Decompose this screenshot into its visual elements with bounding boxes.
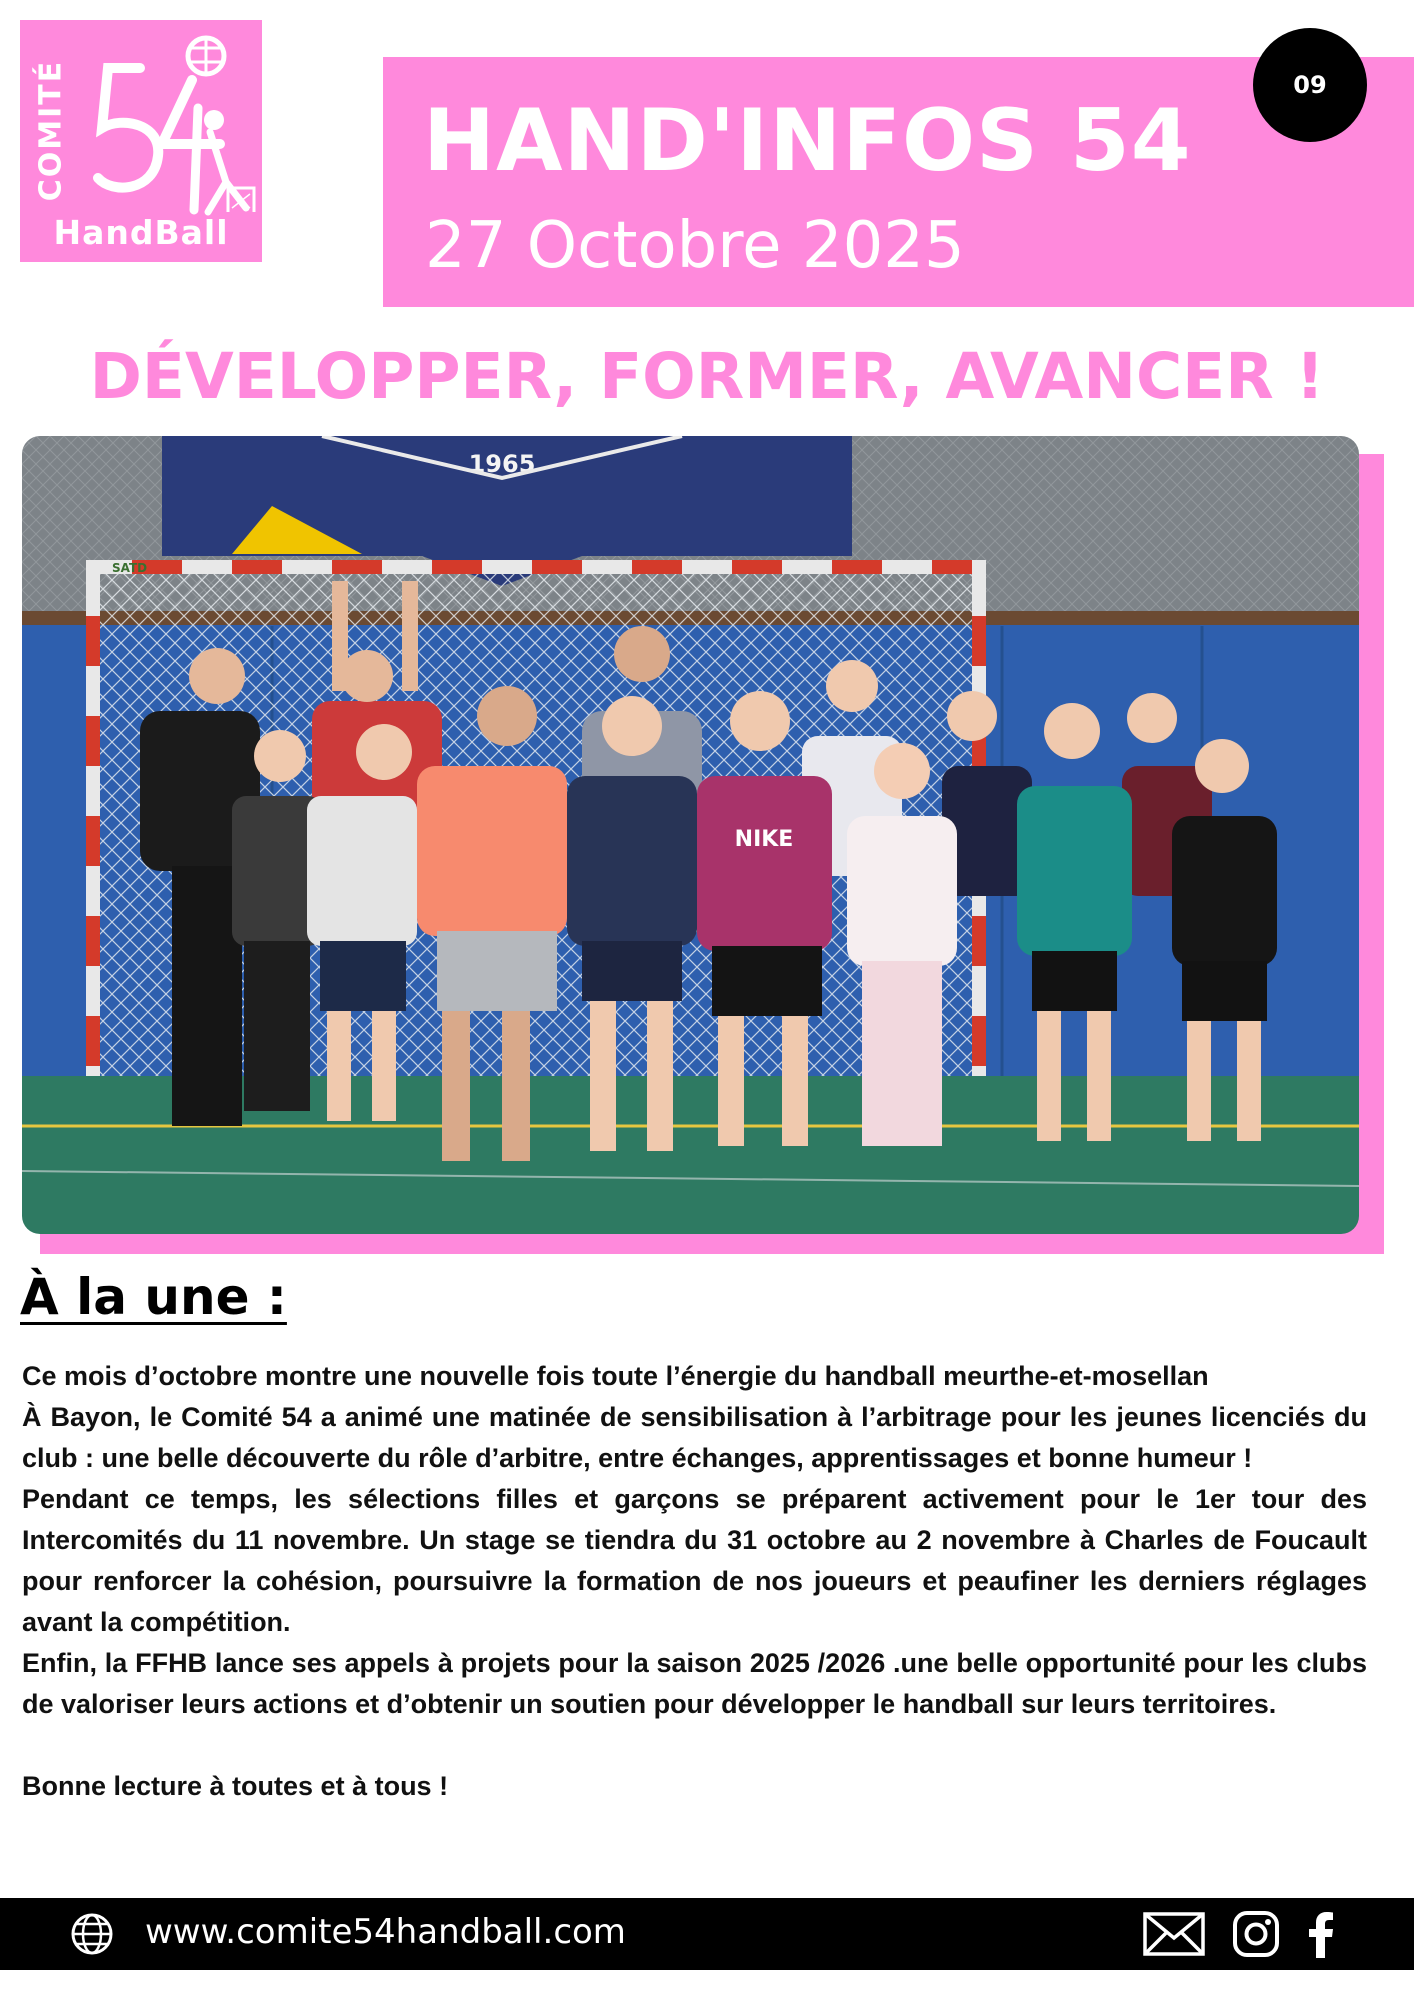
newsletter-date: 27 Octobre 2025: [425, 209, 965, 283]
logo-handball-label: HandBall: [53, 213, 229, 252]
closing-line: Bonne lecture à toutes et à tous !: [22, 1771, 449, 1801]
banner-year-text: 1965: [468, 450, 536, 478]
footer-bar: [0, 1898, 1414, 1970]
comite-54-logo: [20, 20, 262, 262]
article-paragraph: À Bayon, le Comité 54 a animé une matinée de sensibilisation à l’arbitrage pour les jeunes licenciés du club : une belle découverte du rôle d’arbitre, entre échanges, apprentissages et bonne humeur !: [22, 1402, 1367, 1473]
globe-icon: [70, 1912, 114, 1956]
team-photo-illustration: [22, 436, 1359, 1234]
website-link[interactable]: www.comite54handball.com: [145, 1912, 626, 1952]
newsletter-title: HAND'INFOS 54: [423, 91, 1192, 191]
paragraph-spacer: [22, 1725, 1367, 1766]
issue-number-badge: 09: [1253, 28, 1367, 142]
article-paragraph: Ce mois d’octobre montre une nouvelle fois toute l’énergie du handball meurthe-et-mosellan: [22, 1361, 1209, 1391]
shirt-print-text: NIKE: [734, 827, 794, 852]
mail-icon[interactable]: [1143, 1912, 1205, 1956]
article-body: [22, 1356, 1367, 1807]
article-paragraph: Enfin, la FFHB lance ses appels à projets pour la saison 2025 /2026 .une belle opportunité pour les clubs de valoriser leurs actions et d’obtenir un soutien pour développer le handball sur leurs territoires.: [22, 1648, 1367, 1719]
logo-comite-label: COMITÉ: [33, 59, 69, 201]
page-headline: DÉVELOPPER, FORMER, AVANCER !: [89, 340, 1325, 413]
section-title: À la une :: [20, 1268, 287, 1326]
handball-player-logo-icon: [78, 32, 258, 222]
article-paragraph: Pendant ce temps, les sélections filles et garçons se préparent activement pour le 1er tour des Intercomités du 11 novembre. Un stage se tiendra du 31 octobre au 2 novembre à Charles de Foucault pour renforcer la cohésion, poursuivre la formation de nos joueurs et peaufiner les derniers réglages avant la compétition.: [22, 1484, 1367, 1637]
team-photo: [22, 436, 1359, 1234]
goal-brand-text: SATD: [112, 561, 148, 575]
facebook-icon[interactable]: [1307, 1910, 1335, 1958]
instagram-icon[interactable]: [1233, 1911, 1279, 1957]
logo-vertical-text: [34, 50, 68, 210]
